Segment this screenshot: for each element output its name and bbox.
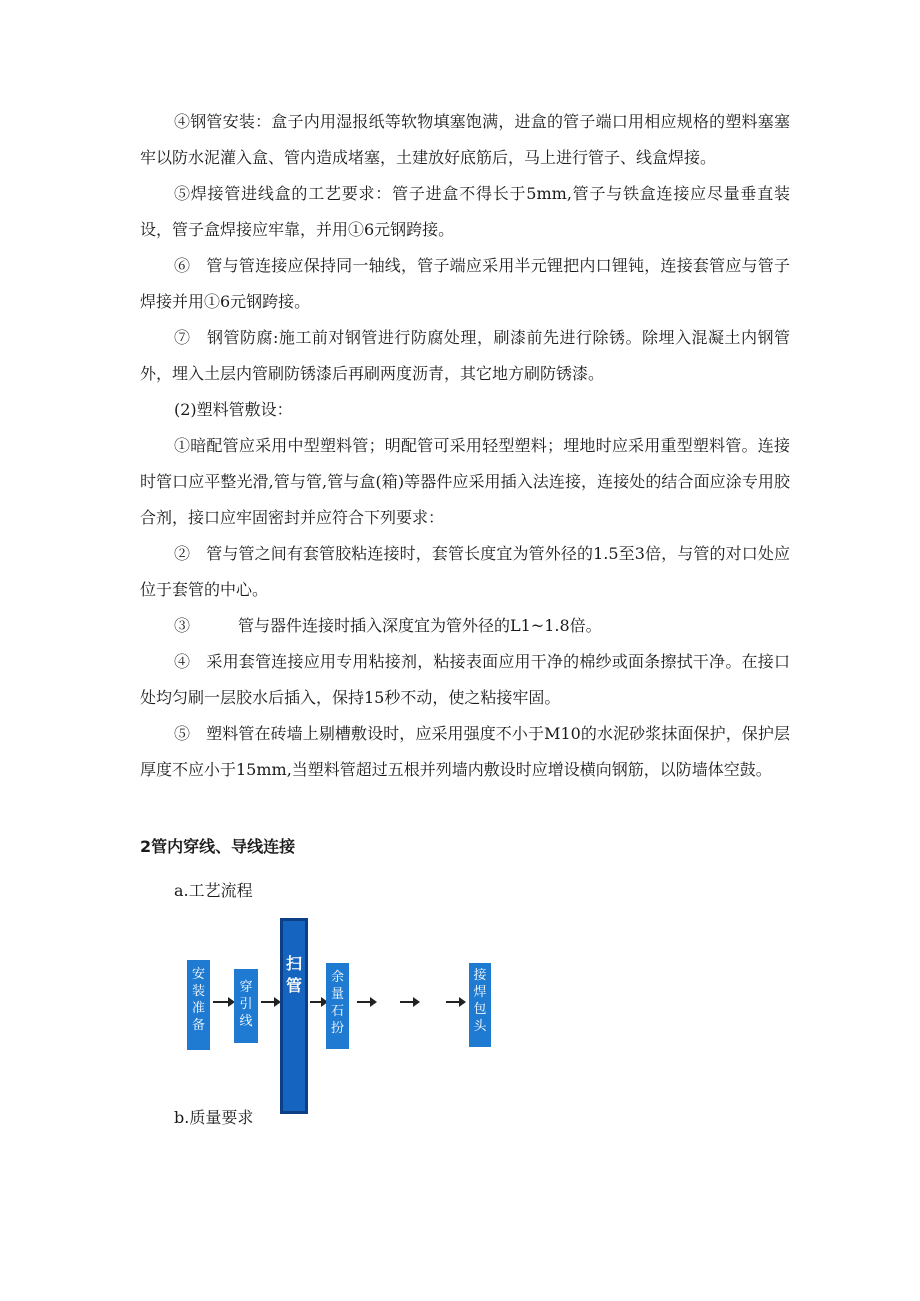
- flow-arrow: [357, 1001, 371, 1003]
- paragraph-insert-depth: ③ 管与器件连接时插入深度宜为管外径的L1~1.8倍。: [174, 616, 602, 635]
- flow-arrow: [213, 1001, 229, 1003]
- paragraph-weld-box: ⑤焊接管进线盒的工艺要求：管子进盒不得长于5mm,管子与铁盒连接应尽量垂直装设，管子盒焊接应牢靠，并用①6元钢跨接。: [140, 184, 790, 239]
- paragraph-plastic-heading: (2)塑料管敷设：: [174, 400, 293, 419]
- paragraph-plastic-types: ①暗配管应采用中型塑料管；明配管可采用轻型塑料；埋地时应采用重型塑料管。连接时管口应平整光滑,管与管,管与盒(箱)等器件应采用插入法连接，连接处的结合面应涂专用胶合剂，接口应牢固密封并应符合下列要求：: [140, 436, 790, 527]
- paragraph-adhesive: ④ 采用套管连接应用专用粘接剂，粘接表面应用干净的棉纱或面条擦拭干净。在接口处均匀刷一层胶水后插入，保持15秒不动，使之粘接牢固。: [140, 652, 790, 707]
- flow-arrow: [310, 1001, 322, 1003]
- flow-box-prepare: 安装准备: [187, 960, 210, 1050]
- paragraph-steel-install: ④钢管安装：盒子内用湿报纸等软物填塞饱满，进盒的管子端口用相应规格的塑料塞塞牢以防水泥灌入盒、管内造成堵塞，土建放好底筋后，马上进行管子、线盒焊接。: [140, 112, 790, 167]
- paragraph-sleeve-glue: ② 管与管之间有套管胶粘连接时，套管长度宜为管外径的1.5至3倍，与管的对口处应位于套管的中心。: [140, 544, 790, 599]
- subheading-process-flow: a.工艺流程: [174, 881, 253, 900]
- flow-box-clean-pipe: 扫管: [280, 918, 308, 1114]
- flow-box-weld-wrap: 接焊包头: [469, 963, 491, 1047]
- paragraph-pipe-joint: ⑥ 管与管连接应保持同一轴线，管子端应采用半元锂把内口锂钝，连接套管应与管子焊接并用①6元钢跨接。: [140, 256, 790, 311]
- flow-arrow: [446, 1001, 460, 1003]
- flow-box-allowance: 余量石扮: [326, 963, 349, 1049]
- flow-box-pull-wire: 穿引线: [234, 969, 258, 1043]
- flow-arrow: [261, 1001, 275, 1003]
- section-heading: 2管内穿线、导线连接: [140, 837, 296, 856]
- flow-arrow: [400, 1001, 414, 1003]
- paragraph-brick-wall: ⑤ 塑料管在砖墙上剔槽敷设时，应采用强度不小于M10的水泥砂浆抹面保护，保护层厚度不应小于15mm,当塑料管超过五根并列墙内敷设时应增设横向钢筋，以防墙体空鼓。: [140, 724, 790, 779]
- subheading-quality: b.质量要求: [174, 1108, 254, 1127]
- paragraph-anticorrosion: ⑦ 钢管防腐:施工前对钢管进行防腐处理，刷漆前先进行除锈。除埋入混凝土内钢管外，埋入土层内管刷防锈漆后再刷两度沥青，其它地方刷防锈漆。: [140, 328, 790, 383]
